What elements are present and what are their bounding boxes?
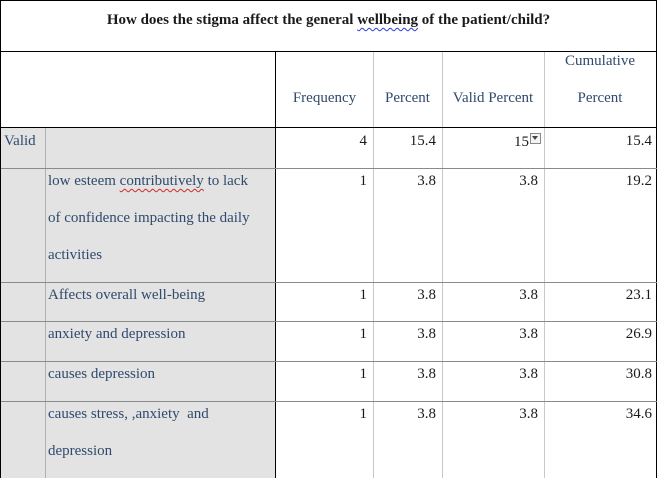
row4-frequency: 1 <box>359 366 367 382</box>
group-label-column <box>1 128 45 478</box>
header-frequency: Frequency <box>292 90 357 106</box>
row1-percent: 3.8 <box>417 173 436 189</box>
row3-percent: 3.8 <box>417 326 436 342</box>
row3-valid-percent: 3.8 <box>519 326 538 342</box>
row3-cumulative: 26.9 <box>625 326 652 342</box>
title-text-end: of the patient/child? <box>418 12 551 28</box>
row5-valid-percent: 3.8 <box>519 406 538 422</box>
table-title <box>0 0 657 52</box>
row5-cumulative: 34.6 <box>625 406 652 422</box>
col-divider-group <box>45 128 46 478</box>
row1-label-part-a: low esteem <box>48 173 120 189</box>
row1-label-spellcheck-word: contributively <box>119 173 204 189</box>
col-divider-percent <box>442 52 443 478</box>
row1-label-line3: activities <box>48 247 103 263</box>
row4-valid-percent: 3.8 <box>519 366 538 382</box>
row1-cumulative: 19.2 <box>625 173 652 189</box>
row-divider-5 <box>1 401 657 402</box>
row1-frequency: 1 <box>359 173 367 189</box>
row5-percent: 3.8 <box>417 406 436 422</box>
row1-label <box>45 163 276 281</box>
row5-frequency: 1 <box>359 406 367 422</box>
row0-valid-percent[interactable] <box>442 133 544 151</box>
row0-frequency: 4 <box>359 133 367 149</box>
header-cumulative-line2: Percent <box>577 90 623 106</box>
group-label-valid: Valid <box>4 133 36 149</box>
row5-label <box>45 396 276 478</box>
header-valid-percent: Valid Percent <box>452 90 534 106</box>
row-divider-1 <box>1 168 657 169</box>
dropdown-arrow-icon[interactable] <box>530 133 541 144</box>
row-divider-3 <box>1 321 657 322</box>
row-divider-2 <box>1 282 657 283</box>
row2-cumulative: 23.1 <box>625 287 652 303</box>
row1-valid-percent: 3.8 <box>519 173 538 189</box>
col-divider-valid-percent <box>544 52 545 478</box>
row3-label: anxiety and depression <box>48 326 186 342</box>
row-divider-4 <box>1 361 657 362</box>
row2-valid-percent: 3.8 <box>519 287 538 303</box>
row4-label: causes depression <box>48 366 156 382</box>
header-cumulative-line1: Cumulative <box>565 53 635 69</box>
row1-label-line2: of confidence impacting the daily <box>48 210 250 226</box>
title-text-start: How does the stigma affect the general <box>106 12 358 28</box>
row5-label-line2: depression <box>48 443 113 459</box>
header-percent: Percent <box>385 90 430 106</box>
row4-percent: 3.8 <box>417 366 436 382</box>
header-bottom-border <box>1 127 657 128</box>
col-divider-frequency <box>373 52 374 478</box>
row0-percent: 15.4 <box>409 133 436 149</box>
row2-frequency: 1 <box>359 287 367 303</box>
title-text-spellcheck-word: wellbeing <box>357 12 419 28</box>
row0-cumulative: 15.4 <box>625 133 652 149</box>
col-divider-labels <box>275 52 276 478</box>
row1-label-part-c: to lack <box>203 173 248 189</box>
row0-valid-percent-value: 15 <box>514 134 529 150</box>
row5-label-line1: causes stress, ,anxiety and <box>48 406 209 422</box>
row2-label: Affects overall well-being <box>48 287 206 303</box>
row2-percent: 3.8 <box>417 287 436 303</box>
row4-cumulative: 30.8 <box>625 366 652 382</box>
row3-frequency: 1 <box>359 326 367 342</box>
